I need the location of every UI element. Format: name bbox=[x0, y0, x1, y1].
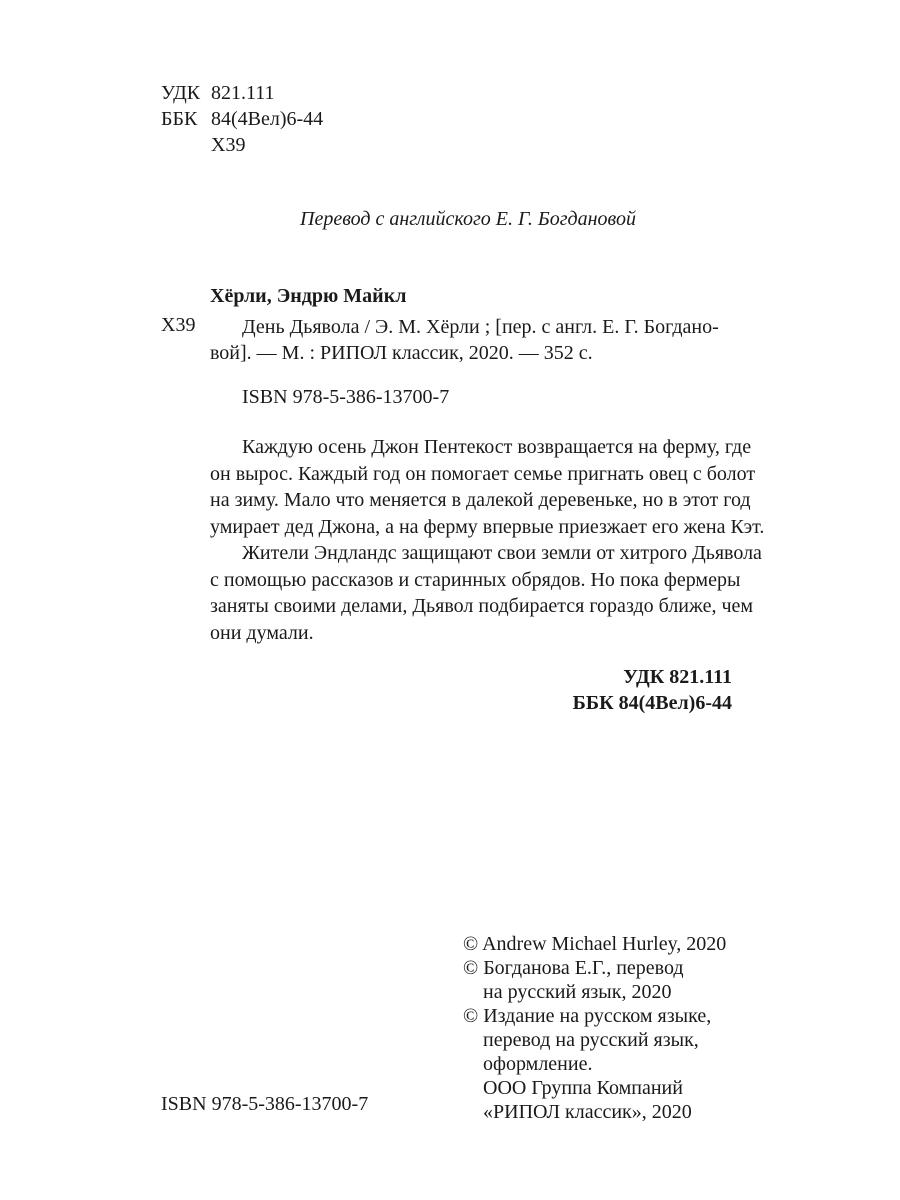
author-mark-row bbox=[161, 132, 323, 158]
biblio-line-1: День Дьявола / Э. М. Хёрли ; [пер. с англ. Е. Г. Богдано- bbox=[242, 316, 719, 338]
udk-right: УДК 821.111 bbox=[623, 666, 732, 688]
copyright-line: © Издание на русском языке, bbox=[463, 1005, 712, 1027]
classification-right bbox=[573, 664, 732, 716]
translator-note: Перевод с английского Е. Г. Богдановой bbox=[300, 208, 636, 230]
copyright-line: «РИПОЛ классик», 2020 bbox=[483, 1101, 692, 1123]
bibliographic-description bbox=[210, 314, 740, 366]
copyright-line: © Andrew Michael Hurley, 2020 bbox=[463, 933, 727, 955]
bbk-right: ББК 84(4Вел)6-44 bbox=[572, 692, 732, 714]
classification-block bbox=[161, 80, 323, 158]
annotation-line: он вырос. Каждый год он помогает семье пригнать овец с болот bbox=[210, 462, 756, 485]
copyright-line: оформление. bbox=[483, 1053, 593, 1075]
annotation-line: Жители Эндландс защищают свои земли от хитрого Дьявола bbox=[242, 542, 762, 564]
udk-label: УДК bbox=[161, 82, 201, 104]
copyright-line: © Богданова Е.Г., перевод bbox=[463, 957, 684, 979]
author-heading: Хёрли, Эндрю Майкл bbox=[210, 285, 407, 307]
annotation-line: они думали. bbox=[210, 621, 314, 644]
isbn-bottom: ISBN 978-5-386-13700-7 bbox=[161, 1093, 369, 1115]
annotation-line: на зиму. Мало что меняется в далекой деревеньке, но в этот год bbox=[210, 489, 751, 511]
author-mark: Х39 bbox=[211, 134, 246, 156]
biblio-line-2: вой]. — М. : РИПОЛ классик, 2020. — 352 с. bbox=[210, 342, 593, 364]
bbk-row bbox=[161, 106, 323, 132]
copyright-line: ООО Группа Компаний bbox=[483, 1077, 683, 1099]
udk-value: 821.111 bbox=[211, 82, 275, 104]
copyright-line: перевод на русский язык, bbox=[483, 1029, 699, 1051]
copyright-notices bbox=[463, 932, 726, 1124]
biblio-author-mark: Х39 bbox=[161, 314, 196, 336]
annotation-line: умирает дед Джона, а на ферму впервые приезжает его жена Кэт. bbox=[210, 515, 765, 538]
isbn-main: ISBN 978-5-386-13700-7 bbox=[242, 386, 450, 408]
annotation-line: заняты своими делами, Дьявол подбирается гораздо ближе, чем bbox=[210, 595, 754, 617]
copyright-line: на русский язык, 2020 bbox=[483, 981, 672, 1003]
annotation-line: Каждую осень Джон Пентекост возвращается на ферму, где bbox=[242, 436, 752, 458]
annotation-line: с помощью рассказов и старинных обрядов. Но пока фермеры bbox=[210, 568, 741, 591]
annotation bbox=[210, 434, 765, 646]
bbk-label: ББК bbox=[161, 108, 198, 130]
bbk-value: 84(4Вел)6-44 bbox=[211, 108, 324, 130]
udk-row bbox=[161, 80, 323, 106]
